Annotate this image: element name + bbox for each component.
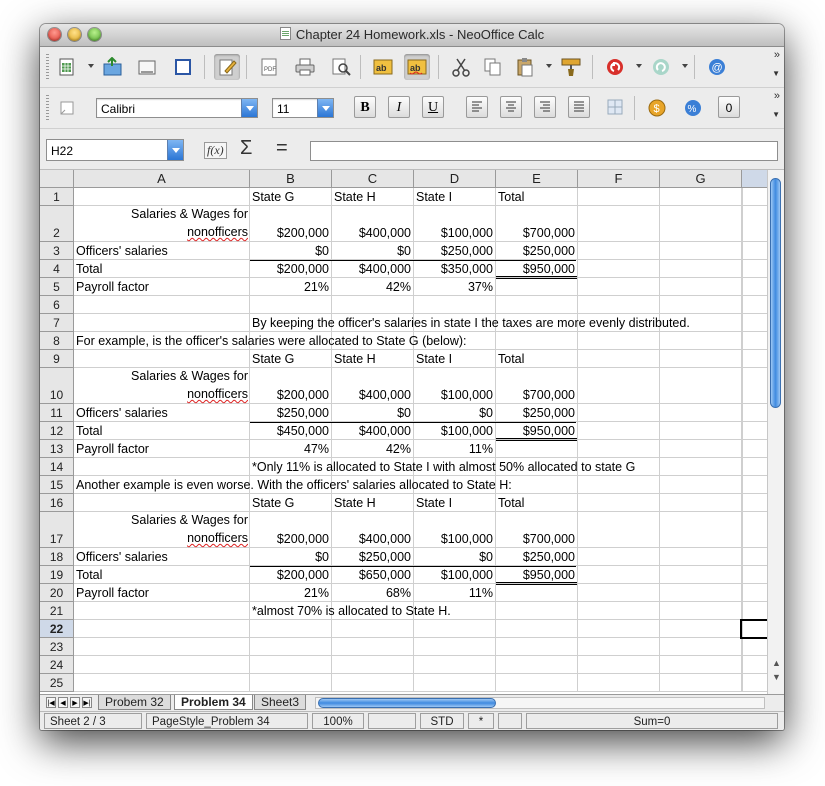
cell-e11[interactable]: $250,000 <box>522 406 575 420</box>
undo-dropdown-arrow[interactable] <box>636 64 642 68</box>
formula-input[interactable] <box>310 141 778 161</box>
cell-a15[interactable]: Another example is even worse. With the officers' salaries allocated to State H: <box>76 478 512 492</box>
cell-b14[interactable]: *Only 11% is allocated to State I with almost 50% allocated to state G <box>252 460 636 474</box>
cell-e4[interactable]: $950,000 <box>522 262 575 276</box>
cell-b12[interactable]: $450,000 <box>276 424 329 438</box>
cell-b2[interactable]: $200,000 <box>276 226 329 240</box>
font-name-value: Calibri <box>101 102 136 116</box>
cell-c20[interactable]: 68% <box>385 586 411 600</box>
paintbrush-icon <box>560 57 582 77</box>
sheet-tab-problem-34[interactable]: Problem 34 <box>174 695 253 710</box>
horizontal-scroll-thumb[interactable] <box>318 698 496 708</box>
spellcheck-icon <box>372 57 394 77</box>
app-window <box>40 24 784 730</box>
redo-button[interactable] <box>648 54 674 80</box>
sum-button[interactable]: Σ <box>240 137 253 159</box>
scroll-down-arrow-icon[interactable]: ▼ <box>772 672 781 682</box>
cell-d10[interactable]: $100,000 <box>440 388 493 402</box>
column-header-c[interactable]: C <box>332 170 414 188</box>
row-header-15[interactable]: 15 <box>40 476 74 494</box>
cell-c5[interactable]: 42% <box>385 280 411 294</box>
cell-c3[interactable]: $0 <box>397 244 411 258</box>
status-signature-field <box>498 713 522 729</box>
status-empty-field <box>368 713 416 729</box>
double-underline-row-4 <box>496 276 577 279</box>
underline-button[interactable]: U <box>422 96 444 118</box>
formatting-toolbar <box>40 88 784 129</box>
cell-a5[interactable]: Payroll factor <box>76 280 149 294</box>
email-at-icon <box>707 57 727 77</box>
cell-d4[interactable]: $350,000 <box>440 262 493 276</box>
redo-icon <box>651 57 671 77</box>
cell-e12[interactable]: $950,000 <box>522 424 575 438</box>
cell-b18[interactable]: $0 <box>315 550 329 564</box>
merge-cells-button[interactable] <box>604 96 626 118</box>
row-header-7[interactable]: 7 <box>40 314 74 332</box>
cell-a19[interactable]: Total <box>76 568 103 582</box>
row-header-23[interactable]: 23 <box>40 638 74 656</box>
paste-button[interactable] <box>512 54 538 80</box>
edit-mode-button[interactable] <box>214 54 240 80</box>
cell-b20[interactable]: 21% <box>303 586 329 600</box>
status-zoom[interactable]: 100% <box>312 713 364 729</box>
formula-bar <box>40 129 784 170</box>
function-wizard-button[interactable]: f(x) <box>204 142 227 159</box>
cell-b5[interactable]: 21% <box>303 280 329 294</box>
row-header-22[interactable]: 22 <box>40 620 74 638</box>
cell-b17[interactable]: $200,000 <box>276 532 329 546</box>
cell-b9[interactable]: State G <box>252 352 295 366</box>
window-title: Chapter 24 Homework.xls - NeoOffice Calc <box>40 27 784 42</box>
row-header-8[interactable]: 8 <box>40 332 74 350</box>
cell-d12[interactable]: $100,000 <box>440 424 493 438</box>
cell-b11[interactable]: $250,000 <box>276 406 329 420</box>
cell-a4[interactable]: Total <box>76 262 103 276</box>
row-header-18[interactable]: 18 <box>40 548 74 566</box>
currency-coin-icon <box>647 98 667 118</box>
row-header-17[interactable]: 17 <box>40 512 74 548</box>
row-header-14[interactable]: 14 <box>40 458 74 476</box>
cell-c2[interactable]: $400,000 <box>358 226 411 240</box>
save-button[interactable] <box>134 54 160 80</box>
copy-icon <box>483 57 503 77</box>
cell-reference: H22 <box>51 144 74 158</box>
row-header-13[interactable]: 13 <box>40 440 74 458</box>
align-left-icon <box>470 99 484 113</box>
cell-e16[interactable]: Total <box>498 496 525 510</box>
title-bar <box>40 24 784 47</box>
paste-dropdown-arrow[interactable] <box>546 64 552 68</box>
cell-c13[interactable]: 42% <box>385 442 411 456</box>
cell-c12[interactable]: $400,000 <box>358 424 411 438</box>
align-center-icon <box>504 99 518 113</box>
align-left-button[interactable] <box>466 96 488 118</box>
cell-c19[interactable]: $650,000 <box>358 568 411 582</box>
cell-d11[interactable]: $0 <box>479 406 493 420</box>
autospellcheck-icon <box>406 57 428 77</box>
column-header-b[interactable]: B <box>250 170 332 188</box>
cell-d20[interactable]: 11% <box>468 586 493 600</box>
cell-e1[interactable]: Total <box>498 190 525 204</box>
row-header-9[interactable]: 9 <box>40 350 74 368</box>
cell-b4[interactable]: $200,000 <box>276 262 329 276</box>
undo-icon <box>605 57 625 77</box>
cell-c17[interactable]: $400,000 <box>358 532 411 546</box>
cell-a2-line2[interactable]: nonofficers <box>187 225 248 239</box>
toolbar-overflow-icon[interactable]: » <box>773 49 780 61</box>
status-modified-indicator: * <box>468 713 494 729</box>
cell-a13[interactable]: Payroll factor <box>76 442 149 456</box>
name-box-dropdown-icon[interactable] <box>167 140 183 160</box>
cell-e18[interactable]: $250,000 <box>522 550 575 564</box>
sheet-tab-probem-32[interactable]: Probem 32 <box>98 695 171 710</box>
cell-c18[interactable]: $250,000 <box>358 550 411 564</box>
column-header-f[interactable]: F <box>578 170 660 188</box>
font-name-combo[interactable] <box>96 98 258 118</box>
cell-d17[interactable]: $100,000 <box>440 532 493 546</box>
double-underline-row-19 <box>496 582 577 585</box>
cell-b19[interactable]: $200,000 <box>276 568 329 582</box>
hyperlink-button[interactable] <box>704 54 730 80</box>
spreadsheet-document-icon <box>280 27 291 40</box>
double-underline-row-12 <box>496 438 577 441</box>
cell-a17-line1[interactable]: Salaries & Wages for <box>131 513 248 527</box>
print-button[interactable] <box>292 54 318 80</box>
clone-formatting-button[interactable] <box>558 54 584 80</box>
cell-e10[interactable]: $700,000 <box>522 388 575 402</box>
cell-c4[interactable]: $400,000 <box>358 262 411 276</box>
font-size-value: 11 <box>277 102 290 116</box>
column-header-e[interactable]: E <box>496 170 578 188</box>
cell-a3[interactable]: Officers' salaries <box>76 244 168 258</box>
justify-button[interactable] <box>568 96 590 118</box>
styles-button[interactable] <box>54 95 80 121</box>
row-header-1[interactable]: 1 <box>40 188 74 206</box>
svg-text:ab: ab <box>376 63 387 73</box>
percent-icon <box>683 98 703 118</box>
italic-button[interactable]: I <box>388 96 410 118</box>
status-selection-mode[interactable]: STD <box>420 713 464 729</box>
page-icon <box>174 58 192 76</box>
cell-d3[interactable]: $250,000 <box>440 244 493 258</box>
cell-a10-line1[interactable]: Salaries & Wages for <box>131 369 248 383</box>
cell-e9[interactable]: Total <box>498 352 525 366</box>
add-decimal-button[interactable] <box>718 96 740 118</box>
row-header-16[interactable]: 16 <box>40 494 74 512</box>
cell-d19[interactable]: $100,000 <box>440 568 493 582</box>
row-header-11[interactable]: 11 <box>40 404 74 422</box>
cell-a8[interactable]: For example, is the officer's salaries were allocated to State G (below): <box>76 334 467 348</box>
cell-e3[interactable]: $250,000 <box>522 244 575 258</box>
save-icon <box>137 57 157 77</box>
cell-c11[interactable]: $0 <box>397 406 411 420</box>
percent-format-button[interactable] <box>680 95 706 121</box>
row-header-25[interactable]: 25 <box>40 674 74 692</box>
new-document-button[interactable] <box>54 54 80 80</box>
cell-a11[interactable]: Officers' salaries <box>76 406 168 420</box>
cell-b21[interactable]: *almost 70% is allocated to State H. <box>252 604 451 618</box>
justify-icon <box>572 99 586 113</box>
edit-pencil-icon <box>217 57 237 77</box>
cell-a12[interactable]: Total <box>76 424 103 438</box>
name-box[interactable] <box>46 139 184 161</box>
cell-e17[interactable]: $700,000 <box>522 532 575 546</box>
total-border-row-12 <box>250 422 576 423</box>
cell-c10[interactable]: $400,000 <box>358 388 411 402</box>
cell-b3[interactable]: $0 <box>315 244 329 258</box>
vertical-scrollbar[interactable] <box>767 170 784 694</box>
cell-b7[interactable]: By keeping the officer's salaries in state I the taxes are more evenly distributed. <box>252 316 690 330</box>
vertical-scroll-thumb[interactable] <box>770 178 781 408</box>
cell-d13[interactable]: 11% <box>468 442 493 456</box>
pdf-icon <box>260 57 278 77</box>
row-header-10[interactable]: 10 <box>40 368 74 404</box>
printer-icon <box>294 57 316 77</box>
cell-e19[interactable]: $950,000 <box>522 568 575 582</box>
open-folder-icon <box>102 57 124 77</box>
cell-a10-line2[interactable]: nonofficers <box>187 387 248 401</box>
toolbar-overflow-icon[interactable]: » <box>773 90 780 102</box>
sheet-tab-sheet3[interactable]: Sheet3 <box>254 695 306 710</box>
undo-button[interactable] <box>602 54 628 80</box>
toolbar-grip[interactable] <box>46 54 49 80</box>
svg-text:%: % <box>687 104 697 115</box>
print-preview-button[interactable] <box>328 54 354 80</box>
autospellcheck-button[interactable] <box>404 54 430 80</box>
styles-icon <box>58 99 76 117</box>
scroll-up-arrow-icon[interactable]: ▲ <box>772 658 781 668</box>
cell-d5[interactable]: 37% <box>467 280 493 294</box>
new-dropdown-arrow[interactable] <box>88 64 94 68</box>
new-spreadsheet-icon <box>58 57 76 77</box>
row-header-21[interactable]: 21 <box>40 602 74 620</box>
standard-toolbar <box>40 47 784 88</box>
cell-e2[interactable]: $700,000 <box>522 226 575 240</box>
cell-d2[interactable]: $100,000 <box>440 226 493 240</box>
svg-text:@: @ <box>711 62 723 74</box>
last-sheet-button[interactable]: ▶| <box>82 697 92 708</box>
currency-format-button[interactable] <box>644 95 670 121</box>
horizontal-scrollbar[interactable] <box>315 697 765 709</box>
export-pdf-button[interactable] <box>256 54 282 80</box>
bold-button[interactable]: B <box>354 96 376 118</box>
active-cell-cursor[interactable] <box>740 619 770 639</box>
cell-d18[interactable]: $0 <box>479 550 493 564</box>
cell-a2-line1[interactable]: Salaries & Wages for <box>131 207 248 221</box>
row-header-19[interactable]: 19 <box>40 566 74 584</box>
paste-clipboard-icon <box>515 57 535 77</box>
open-button[interactable] <box>100 54 126 80</box>
status-bar <box>40 711 784 730</box>
toolbar-menu-arrow-icon[interactable]: ▼ <box>772 69 780 78</box>
cell-b13[interactable]: 47% <box>303 442 329 456</box>
cell-a18[interactable]: Officers' salaries <box>76 550 168 564</box>
next-sheet-button[interactable]: ▶ <box>70 697 80 708</box>
spreadsheet-grid[interactable] <box>40 170 784 694</box>
scissors-icon <box>451 57 471 77</box>
row-header-3[interactable]: 3 <box>40 242 74 260</box>
cell-b1[interactable]: State G <box>252 190 295 204</box>
status-sheet-number: Sheet 2 / 3 <box>44 713 142 729</box>
cell-c9[interactable]: State H <box>334 352 376 366</box>
cell-d1[interactable]: State I <box>416 190 453 204</box>
add-decimal-label: 0 <box>725 101 733 115</box>
column-header-d[interactable]: D <box>414 170 496 188</box>
previous-sheet-button[interactable]: ◀ <box>58 697 68 708</box>
row-header-24[interactable]: 24 <box>40 656 74 674</box>
row-header-6[interactable]: 6 <box>40 296 74 314</box>
cell-a17-line2[interactable]: nonofficers <box>187 531 248 545</box>
svg-text:PDF: PDF <box>264 67 276 73</box>
select-all-corner[interactable] <box>40 170 74 188</box>
row-header-2[interactable]: 2 <box>40 206 74 242</box>
merge-cells-icon <box>607 99 623 115</box>
cell-c1[interactable]: State H <box>334 190 376 204</box>
status-page-style[interactable]: PageStyle_Problem 34 <box>146 713 308 729</box>
edit-file-button[interactable] <box>170 54 196 80</box>
svg-text:$: $ <box>653 103 660 115</box>
cell-d16[interactable]: State I <box>416 496 453 510</box>
cut-button[interactable] <box>448 54 474 80</box>
copy-button[interactable] <box>480 54 506 80</box>
align-right-icon <box>538 99 552 113</box>
row-header-5[interactable]: 5 <box>40 278 74 296</box>
svg-text:ab: ab <box>410 63 421 73</box>
align-center-button[interactable] <box>500 96 522 118</box>
spellcheck-button[interactable] <box>370 54 396 80</box>
print-preview-icon <box>331 57 351 77</box>
cell-d9[interactable]: State I <box>416 352 453 366</box>
sheet-tab-bar <box>40 694 784 711</box>
status-sum: Sum=0 <box>526 713 778 729</box>
cell-b16[interactable]: State G <box>252 496 295 510</box>
font-name-dropdown-icon[interactable] <box>241 99 257 117</box>
toolbar-menu-arrow-icon[interactable]: ▼ <box>772 110 780 119</box>
formula-equals-button[interactable]: = <box>276 137 288 159</box>
toolbar-grip[interactable] <box>46 95 49 121</box>
column-header-g[interactable]: G <box>660 170 742 188</box>
row-header-20[interactable]: 20 <box>40 584 74 602</box>
redo-dropdown-arrow[interactable] <box>682 64 688 68</box>
cell-b10[interactable]: $200,000 <box>276 388 329 402</box>
cell-a20[interactable]: Payroll factor <box>76 586 149 600</box>
first-sheet-button[interactable]: |◀ <box>46 697 56 708</box>
font-size-dropdown-icon[interactable] <box>317 99 333 117</box>
row-header-12[interactable]: 12 <box>40 422 74 440</box>
total-border-row-19 <box>250 566 576 567</box>
cell-c16[interactable]: State H <box>334 496 376 510</box>
font-size-combo[interactable] <box>272 98 334 118</box>
row-header-4[interactable]: 4 <box>40 260 74 278</box>
align-right-button[interactable] <box>534 96 556 118</box>
column-header-a[interactable]: A <box>74 170 250 188</box>
total-border-row-4 <box>250 260 576 261</box>
